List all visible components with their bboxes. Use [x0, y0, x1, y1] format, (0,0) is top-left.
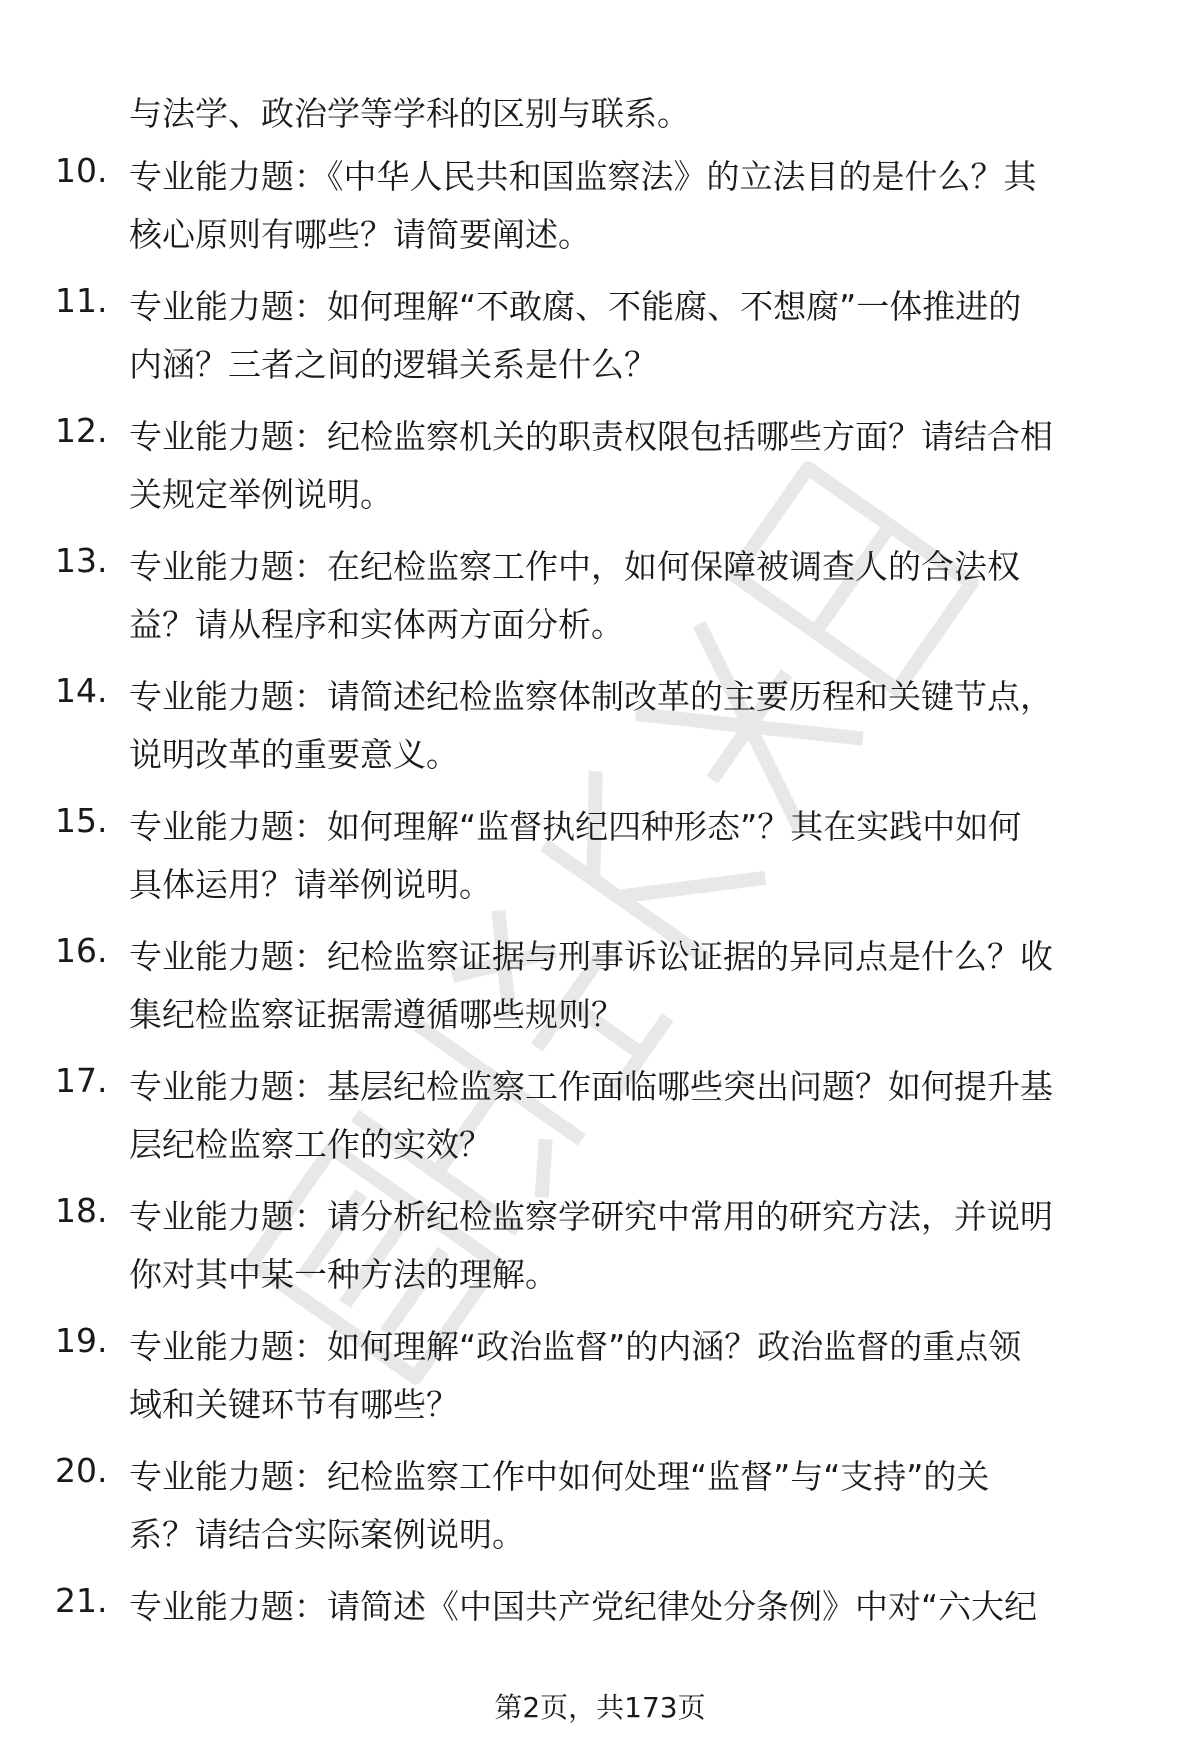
question-text-line: 专业能力题：在纪检监察工作中，如何保障被调查人的合法权: [129, 547, 1020, 586]
question-text-line: 专业能力题：请简述《中国共产党纪律处分条例》中对“六大纪: [129, 1587, 1038, 1626]
question-item: [0, 278, 1200, 408]
question-text-line: 域和关键环节有哪些？: [129, 1385, 459, 1424]
question-text-line: 专业能力题：纪检监察工作中如何处理“监督”与“支持”的关: [129, 1457, 990, 1496]
question-number: 20.: [55, 1451, 108, 1490]
question-text-line: 专业能力题：《中华人民共和国监察法》的立法目的是什么？其: [129, 157, 1037, 196]
question-text-line: 具体运用？请举例说明。: [129, 865, 492, 904]
question-text-line: 关规定举例说明。: [129, 475, 393, 514]
question-text-line: 专业能力题：请分析纪检监察学研究中常用的研究方法，并说明: [129, 1197, 1053, 1236]
question-item: [0, 148, 1200, 278]
question-number: 17.: [55, 1061, 108, 1100]
question-item: [0, 1318, 1200, 1448]
question-number: 14.: [55, 671, 108, 710]
question-number: 16.: [55, 931, 108, 970]
question-text: [129, 408, 1149, 524]
question-text: [129, 668, 1149, 784]
question-text-line: 系？请结合实际案例说明。: [129, 1515, 525, 1554]
question-text-line: 益？请从程序和实体两方面分析。: [129, 605, 624, 644]
question-item: [0, 798, 1200, 928]
question-text-line: 说明改革的重要意义。: [129, 735, 459, 774]
question-item: [0, 668, 1200, 798]
question-item: [0, 1448, 1200, 1578]
question-text: [129, 538, 1149, 654]
question-text-line: 专业能力题：基层纪检监察工作面临哪些突出问题？如何提升基: [129, 1067, 1053, 1106]
page-footer: 第2页，共173页: [494, 1691, 706, 1724]
question-number: 21.: [55, 1581, 108, 1620]
question-text: [129, 1578, 1149, 1636]
question-number: 18.: [55, 1191, 108, 1230]
question-text: [129, 1318, 1149, 1434]
question-text-line: 层纪检监察工作的实效？: [129, 1125, 492, 1164]
question-item: [0, 1058, 1200, 1188]
question-item: [0, 538, 1200, 668]
question-text-line: 专业能力题：纪检监察证据与刑事诉讼证据的异同点是什么？收: [129, 937, 1053, 976]
question-text-line: 专业能力题：请简述纪检监察体制改革的主要历程和关键节点，: [129, 677, 1053, 716]
question-number: 13.: [55, 541, 108, 580]
question-item: [0, 1188, 1200, 1318]
question-text-line: 核心原则有哪些？请简要阐述。: [129, 215, 591, 254]
question-text-line: 你对其中某一种方法的理解。: [129, 1255, 558, 1294]
question-text-line: 专业能力题：纪检监察机关的职责权限包括哪些方面？请结合相: [129, 417, 1053, 456]
question-number: 19.: [55, 1321, 108, 1360]
question-text-line: 内涵？三者之间的逻辑关系是什么？: [129, 345, 657, 384]
question-text: [129, 1058, 1149, 1174]
question-text: [129, 148, 1149, 264]
question-number: 12.: [55, 411, 108, 450]
question-text-line: 集纪检监察证据需遵循哪些规则？: [129, 995, 624, 1034]
continuation-text: 与法学、政治学等学科的区别与联系。: [129, 94, 690, 133]
question-list: [0, 148, 1200, 1708]
question-number: 11.: [55, 281, 108, 320]
question-item: [0, 928, 1200, 1058]
question-number: 10.: [55, 151, 108, 190]
question-text-line: 专业能力题：如何理解“监督执纪四种形态”？其在实践中如何: [129, 807, 1022, 846]
question-text-line: 专业能力题：如何理解“不敢腐、不能腐、不想腐”一体推进的: [129, 287, 1022, 326]
question-text-line: 专业能力题：如何理解“政治监督”的内涵？政治监督的重点领: [129, 1327, 1022, 1366]
question-text: [129, 928, 1149, 1044]
question-item: [0, 408, 1200, 538]
question-text: [129, 798, 1149, 914]
question-text: [129, 278, 1149, 394]
question-text: [129, 1188, 1149, 1304]
question-number: 15.: [55, 801, 108, 840]
question-text: [129, 1448, 1149, 1564]
